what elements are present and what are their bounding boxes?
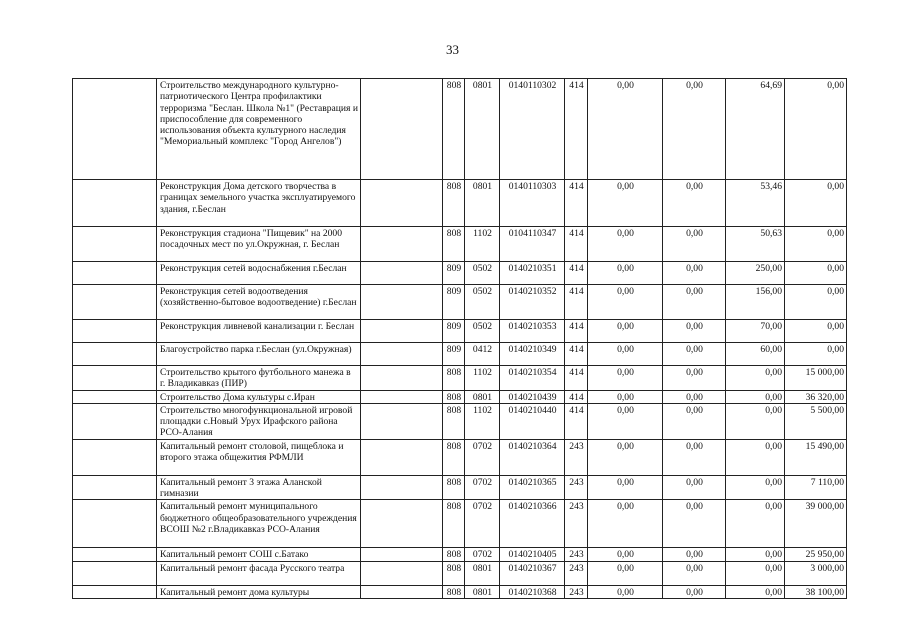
amount-cell: 0,00 — [588, 366, 663, 391]
item-name-cell: Капитальный ремонт муниципального бюджетного общеобразовательного учреждения ВСОШ №2 г.Владикавказ РСО-Алания — [157, 500, 361, 548]
target-code-cell: 0140210354 — [500, 366, 565, 391]
ved-code-cell: 808 — [443, 475, 465, 500]
amount-cell: 0,00 — [663, 403, 726, 439]
ved-code-cell: 808 — [443, 79, 465, 180]
target-code-cell: 0140210349 — [500, 343, 565, 366]
amount-cell: 0,00 — [726, 500, 785, 548]
amount-cell: 0,00 — [663, 585, 726, 598]
amount-cell: 0,00 — [588, 262, 663, 285]
blank-cell — [361, 180, 443, 227]
ved-code-cell: 808 — [443, 561, 465, 585]
section-code-cell: 0502 — [465, 262, 500, 285]
section-code-cell: 0702 — [465, 439, 500, 475]
amount-cell: 0,00 — [588, 320, 663, 343]
amount-cell: 0,00 — [726, 439, 785, 475]
expense-type-cell: 243 — [565, 561, 588, 585]
table-row — [73, 262, 847, 285]
blank-cell — [73, 180, 157, 227]
amount-cell: 0,00 — [588, 343, 663, 366]
table-row — [73, 320, 847, 343]
amount-cell: 250,00 — [726, 262, 785, 285]
amount-cell: 0,00 — [588, 403, 663, 439]
expense-type-cell: 414 — [565, 262, 588, 285]
table-row — [73, 390, 847, 403]
amount-cell: 53,46 — [726, 180, 785, 227]
amount-cell: 0,00 — [588, 180, 663, 227]
blank-cell — [73, 390, 157, 403]
amount-cell: 0,00 — [588, 548, 663, 561]
table-row — [73, 343, 847, 366]
ved-code-cell: 808 — [443, 390, 465, 403]
blank-cell — [73, 343, 157, 366]
amount-cell: 0,00 — [785, 262, 847, 285]
amount-cell: 0,00 — [726, 403, 785, 439]
amount-cell: 0,00 — [663, 439, 726, 475]
blank-cell — [361, 366, 443, 391]
section-code-cell: 0801 — [465, 561, 500, 585]
expense-type-cell: 243 — [565, 475, 588, 500]
ved-code-cell: 808 — [443, 403, 465, 439]
table-row — [73, 366, 847, 391]
amount-cell: 0,00 — [588, 285, 663, 320]
item-name-cell: Капитальный ремонт столовой, пищеблока и второго этажа общежития РФМЛИ — [157, 439, 361, 475]
item-name-cell: Капитальный ремонт СОШ с.Батако — [157, 548, 361, 561]
expense-type-cell: 414 — [565, 79, 588, 180]
amount-cell: 38 100,00 — [785, 585, 847, 598]
expense-type-cell: 414 — [565, 320, 588, 343]
expense-type-cell: 414 — [565, 227, 588, 262]
amount-cell: 39 000,00 — [785, 500, 847, 548]
expense-type-cell: 414 — [565, 366, 588, 391]
budget-table — [72, 78, 847, 599]
amount-cell: 0,00 — [588, 500, 663, 548]
ved-code-cell: 808 — [443, 585, 465, 598]
table-row — [73, 475, 847, 500]
amount-cell: 50,63 — [726, 227, 785, 262]
blank-cell — [73, 227, 157, 262]
blank-cell — [73, 500, 157, 548]
amount-cell: 36 320,00 — [785, 390, 847, 403]
section-code-cell: 0702 — [465, 548, 500, 561]
expense-type-cell: 414 — [565, 180, 588, 227]
table-row — [73, 548, 847, 561]
table-row — [73, 500, 847, 548]
table-row — [73, 561, 847, 585]
amount-cell: 70,00 — [726, 320, 785, 343]
amount-cell: 0,00 — [663, 500, 726, 548]
target-code-cell: 0140210352 — [500, 285, 565, 320]
item-name-cell: Строительство многофункциональной игровой площадки с.Новый Урух Ирафского района РСО-Алания — [157, 403, 361, 439]
table-row — [73, 79, 847, 180]
blank-cell — [361, 262, 443, 285]
expense-type-cell: 243 — [565, 585, 588, 598]
ved-code-cell: 808 — [443, 439, 465, 475]
amount-cell: 64,69 — [726, 79, 785, 180]
expense-type-cell: 243 — [565, 500, 588, 548]
item-name-cell: Реконструкция сетей водоснабжения г.Беслан — [157, 262, 361, 285]
amount-cell: 0,00 — [785, 343, 847, 366]
blank-cell — [73, 548, 157, 561]
item-name-cell: Капитальный ремонт 3 этажа Аланской гимназии — [157, 475, 361, 500]
amount-cell: 0,00 — [726, 561, 785, 585]
amount-cell: 0,00 — [785, 285, 847, 320]
target-code-cell: 0140210353 — [500, 320, 565, 343]
blank-cell — [361, 227, 443, 262]
ved-code-cell: 808 — [443, 366, 465, 391]
amount-cell: 0,00 — [726, 585, 785, 598]
amount-cell: 15 490,00 — [785, 439, 847, 475]
section-code-cell: 0502 — [465, 285, 500, 320]
table-body — [73, 79, 847, 599]
expense-type-cell: 414 — [565, 343, 588, 366]
item-name-cell: Реконструкция Дома детского творчества в границах земельного участка эксплуатируемого здания, г.Беслан — [157, 180, 361, 227]
amount-cell: 0,00 — [663, 227, 726, 262]
table-row — [73, 403, 847, 439]
expense-type-cell: 243 — [565, 548, 588, 561]
amount-cell: 7 110,00 — [785, 475, 847, 500]
amount-cell: 5 500,00 — [785, 403, 847, 439]
section-code-cell: 0702 — [465, 475, 500, 500]
item-name-cell: Строительство Дома культуры с.Иран — [157, 390, 361, 403]
item-name-cell: Капитальный ремонт фасада Русского театра — [157, 561, 361, 585]
amount-cell: 0,00 — [785, 180, 847, 227]
target-code-cell: 0140210368 — [500, 585, 565, 598]
amount-cell: 0,00 — [663, 561, 726, 585]
target-code-cell: 0140210365 — [500, 475, 565, 500]
target-code-cell: 0140210440 — [500, 403, 565, 439]
section-code-cell: 1102 — [465, 366, 500, 391]
blank-cell — [361, 548, 443, 561]
amount-cell: 15 000,00 — [785, 366, 847, 391]
blank-cell — [361, 561, 443, 585]
blank-cell — [361, 585, 443, 598]
item-name-cell: Реконструкция сетей водоотведения (хозяйственно-бытовое водоотведение) г.Беслан — [157, 285, 361, 320]
blank-cell — [73, 285, 157, 320]
ved-code-cell: 809 — [443, 262, 465, 285]
target-code-cell: 0140210405 — [500, 548, 565, 561]
blank-cell — [361, 500, 443, 548]
blank-cell — [73, 439, 157, 475]
blank-cell — [361, 439, 443, 475]
amount-cell: 0,00 — [726, 390, 785, 403]
blank-cell — [73, 79, 157, 180]
ved-code-cell: 809 — [443, 285, 465, 320]
amount-cell: 0,00 — [726, 548, 785, 561]
section-code-cell: 1102 — [465, 227, 500, 262]
amount-cell: 0,00 — [588, 79, 663, 180]
section-code-cell: 0502 — [465, 320, 500, 343]
page-number: 33 — [446, 42, 459, 57]
target-code-cell: 0140210366 — [500, 500, 565, 548]
amount-cell: 0,00 — [588, 475, 663, 500]
blank-cell — [361, 285, 443, 320]
target-code-cell: 0140210351 — [500, 262, 565, 285]
amount-cell: 0,00 — [588, 585, 663, 598]
target-code-cell: 0140210367 — [500, 561, 565, 585]
item-name-cell: Строительство крытого футбольного манежа в г. Владикавказ (ПИР) — [157, 366, 361, 391]
ved-code-cell: 809 — [443, 320, 465, 343]
item-name-cell: Благоустройство парка г.Беслан (ул.Окружная) — [157, 343, 361, 366]
blank-cell — [361, 475, 443, 500]
target-code-cell: 0140210439 — [500, 390, 565, 403]
section-code-cell: 0412 — [465, 343, 500, 366]
section-code-cell: 0801 — [465, 180, 500, 227]
amount-cell: 0,00 — [588, 227, 663, 262]
amount-cell: 25 950,00 — [785, 548, 847, 561]
amount-cell: 0,00 — [663, 79, 726, 180]
amount-cell: 0,00 — [726, 366, 785, 391]
blank-cell — [361, 390, 443, 403]
ved-code-cell: 808 — [443, 180, 465, 227]
section-code-cell: 0801 — [465, 585, 500, 598]
amount-cell: 0,00 — [663, 548, 726, 561]
section-code-cell: 0801 — [465, 79, 500, 180]
blank-cell — [361, 343, 443, 366]
item-name-cell: Капитальный ремонт дома культуры — [157, 585, 361, 598]
ved-code-cell: 808 — [443, 548, 465, 561]
section-code-cell: 0702 — [465, 500, 500, 548]
amount-cell: 0,00 — [663, 262, 726, 285]
blank-cell — [73, 475, 157, 500]
amount-cell: 0,00 — [588, 561, 663, 585]
amount-cell: 0,00 — [785, 79, 847, 180]
ved-code-cell: 808 — [443, 227, 465, 262]
blank-cell — [73, 561, 157, 585]
table-row — [73, 180, 847, 227]
blank-cell — [73, 320, 157, 343]
amount-cell: 0,00 — [588, 390, 663, 403]
target-code-cell: 0140210364 — [500, 439, 565, 475]
blank-cell — [73, 262, 157, 285]
amount-cell: 0,00 — [663, 475, 726, 500]
blank-cell — [361, 79, 443, 180]
table-row — [73, 585, 847, 598]
amount-cell: 0,00 — [663, 343, 726, 366]
amount-cell: 156,00 — [726, 285, 785, 320]
amount-cell: 0,00 — [588, 439, 663, 475]
amount-cell: 0,00 — [663, 366, 726, 391]
blank-cell — [73, 366, 157, 391]
blank-cell — [361, 403, 443, 439]
table-row — [73, 227, 847, 262]
table-row — [73, 285, 847, 320]
amount-cell: 0,00 — [726, 475, 785, 500]
blank-cell — [73, 403, 157, 439]
blank-cell — [361, 320, 443, 343]
blank-cell — [73, 585, 157, 598]
target-code-cell: 0140110302 — [500, 79, 565, 180]
ved-code-cell: 809 — [443, 343, 465, 366]
expense-type-cell: 414 — [565, 390, 588, 403]
target-code-cell: 0104110347 — [500, 227, 565, 262]
ved-code-cell: 808 — [443, 500, 465, 548]
table-row — [73, 439, 847, 475]
amount-cell: 0,00 — [785, 320, 847, 343]
item-name-cell: Реконструкция ливневой канализации г. Беслан — [157, 320, 361, 343]
section-code-cell: 0801 — [465, 390, 500, 403]
item-name-cell: Реконструкция стадиона "Пищевик" на 2000 посадочных мест по ул.Окружная, г. Беслан — [157, 227, 361, 262]
amount-cell: 0,00 — [663, 390, 726, 403]
item-name-cell: Строительство международного культурно-патриотического Центра профилактики терроризма "Беслан. Школа №1" (Реставрация и приспособление для современного использования объекта культурного наследия "Мемориальный комплекс "Город Ангелов") — [157, 79, 361, 180]
amount-cell: 0,00 — [663, 320, 726, 343]
amount-cell: 0,00 — [663, 180, 726, 227]
amount-cell: 0,00 — [785, 227, 847, 262]
expense-type-cell: 414 — [565, 285, 588, 320]
section-code-cell: 1102 — [465, 403, 500, 439]
amount-cell: 60,00 — [726, 343, 785, 366]
expense-type-cell: 243 — [565, 439, 588, 475]
amount-cell: 3 000,00 — [785, 561, 847, 585]
amount-cell: 0,00 — [663, 285, 726, 320]
expense-type-cell: 414 — [565, 403, 588, 439]
target-code-cell: 0140110303 — [500, 180, 565, 227]
